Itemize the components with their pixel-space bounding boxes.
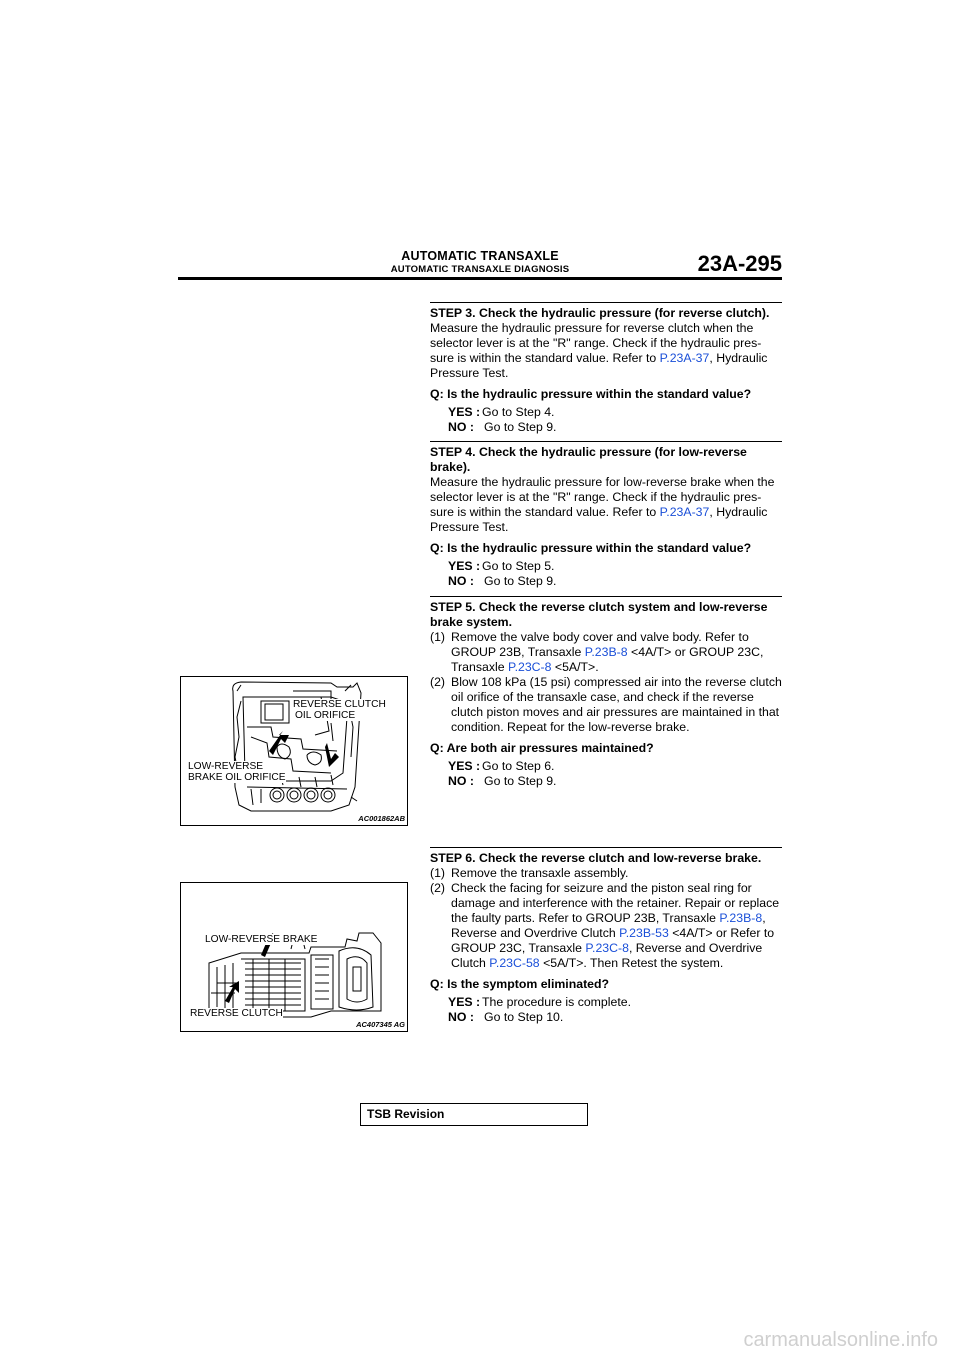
yes-answer: YES : Go to Step 6. — [448, 759, 555, 773]
page-link[interactable]: P.23C-8 — [585, 941, 629, 955]
answers — [448, 759, 782, 789]
no-answer: NO : Go to Step 9. — [448, 420, 557, 434]
no-answer: NO : Go to Step 9. — [448, 774, 557, 788]
step-question: Q: Is the hydraulic pressure within the standard value? — [430, 541, 752, 555]
answers — [448, 559, 782, 589]
header-rule — [178, 277, 782, 280]
tsb-revision-box — [360, 1103, 588, 1126]
step-6 — [430, 847, 782, 1025]
step-question: Q: Is the symptom eliminated? — [430, 977, 610, 991]
answers — [448, 995, 782, 1025]
arrow-icon — [225, 981, 239, 1003]
yes-answer: YES : The procedure is complete. — [448, 995, 632, 1009]
list-item: (1) Remove the valve body cover and valve body. Refer to GROUP 23B, Transaxle P.23B-8 <4A/T> or GROUP 23C, Transaxle P.23C-8 <5A/T>. — [430, 630, 764, 674]
section-title: AUTOMATIC TRANSAXLE — [401, 249, 559, 263]
page-link[interactable]: P.23C-58 — [489, 956, 540, 970]
page-link[interactable]: P.23B-8 — [719, 911, 763, 925]
page-link[interactable]: P.23B-53 — [619, 926, 669, 940]
step-body: Measure the hydraulic pressure for low-reverse brake when the selector lever is at the "R" range. Check if the hydraulic pres-sure is within the standard value. Refer to P.23A-37, Hydraulic Pressure Test. — [430, 475, 775, 534]
tsb-revision-label: TSB Revision — [367, 1107, 445, 1121]
callout-low-reverse-orifice: LOW-REVERSE BRAKE OIL ORIFICE — [188, 761, 286, 783]
step-divider — [430, 302, 782, 303]
no-answer: NO : Go to Step 10. — [448, 1010, 564, 1024]
arrow-icon — [269, 731, 289, 755]
page-link[interactable]: P.23C-8 — [507, 660, 552, 674]
arrow-icon — [325, 743, 339, 767]
page-link[interactable]: P.23A-37 — [659, 505, 710, 519]
list-item: (2) Blow 108 kPa (15 psi) compressed air into the reverse clutch oil orifice of the transaxle case, and check if the reverse clutch piston moves and air pressures are maintained in that condition. Repeat for the low-reverse brake. — [430, 675, 782, 734]
step-5 — [430, 596, 782, 789]
page-link[interactable]: P.23A-37 — [659, 351, 710, 365]
step-title: STEP 3. Check the hydraulic pressure (for reverse clutch). — [430, 306, 770, 320]
step-3 — [430, 302, 782, 435]
callout-low-reverse-brake: LOW-REVERSE BRAKE — [205, 934, 318, 945]
no-answer: NO : Go to Step 9. — [448, 574, 557, 588]
answers — [448, 405, 782, 435]
list-item: (2) Check the facing for seizure and the piston seal ring for damage and interference with the retainer. Repair or replace the faulty parts. Refer to GROUP 23B, Transaxle P.23B-8, Reverse and Overdrive Clutch P.23B-53 <4A/T> or Refer to GROUP 23C, Transaxle P.23C-8, Reverse and Overdrive Clutch P.23C-58 <5A/T>. Then Retest the system. — [430, 881, 780, 970]
watermark: carmanualsonline.info — [743, 1329, 938, 1351]
step-divider — [430, 596, 782, 597]
figure-reverse-clutch — [180, 882, 408, 1032]
step-question: Q: Is the hydraulic pressure within the standard value? — [430, 387, 752, 401]
page-link[interactable]: P.23B-8 — [584, 645, 628, 659]
step-title: STEP 6. Check the reverse clutch and low-reverse brake. — [430, 851, 762, 865]
step-4 — [430, 441, 782, 589]
figure-id: AC001862AB — [358, 814, 405, 823]
step-body: Measure the hydraulic pressure for reverse clutch when the selector lever is at the "R" range. Check if the hydraulic pres-sure is within the standard value. Refer to P.23A-37, Hydraulic Pressure Test. — [430, 321, 768, 380]
callout-reverse-clutch-orifice: REVERSE CLUTCH OIL ORIFICE — [293, 699, 386, 721]
step-divider — [430, 847, 782, 848]
step-title: STEP 4. Check the hydraulic pressure (for low-reverse brake). — [430, 445, 747, 474]
yes-answer: YES : Go to Step 5. — [448, 559, 555, 573]
figure-oil-orifices — [180, 676, 408, 826]
figure-id: AC407345 AG — [356, 1020, 405, 1029]
step-title: STEP 5. Check the reverse clutch system and low-reverse brake system. — [430, 600, 768, 629]
page-number: 23A-295 — [697, 251, 782, 276]
step-divider — [430, 441, 782, 442]
section-subtitle: AUTOMATIC TRANSAXLE DIAGNOSIS — [390, 264, 570, 275]
step-question: Q: Are both air pressures maintained? — [430, 741, 654, 755]
yes-answer: YES : Go to Step 4. — [448, 405, 555, 419]
callout-reverse-clutch: REVERSE CLUTCH — [190, 1008, 283, 1019]
list-item: (1) Remove the transaxle assembly. — [430, 866, 629, 880]
